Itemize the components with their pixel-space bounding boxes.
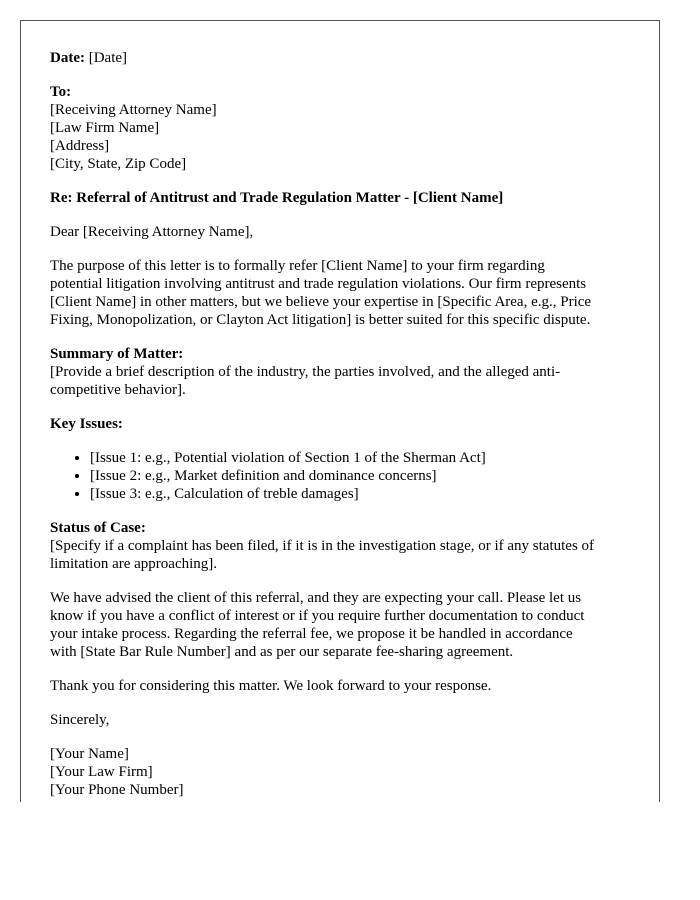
summary-section	[50, 345, 640, 399]
signature-block	[50, 745, 640, 799]
date-line	[50, 49, 640, 67]
status-heading: Status of Case:	[50, 520, 146, 536]
letter-content	[50, 49, 640, 799]
intro-paragraph	[50, 257, 640, 329]
signature-phone: [Your Phone Number]	[50, 782, 184, 798]
to-label: To:	[50, 84, 72, 100]
salutation: Dear [Receiving Attorney Name],	[50, 224, 254, 240]
status-line: limitation are approaching].	[50, 556, 218, 572]
advice-paragraph	[50, 589, 640, 661]
key-issues-heading: Key Issues:	[50, 416, 123, 432]
intro-line: [Client Name] in other matters, but we believe your expertise in [Specific Area, e.g., Price	[50, 294, 592, 310]
signature-firm: [Your Law Firm]	[50, 764, 153, 780]
recipient-name: [Receiving Attorney Name]	[50, 102, 217, 118]
recipient-firm: [Law Firm Name]	[50, 120, 160, 136]
letter-page	[20, 20, 660, 802]
recipient-address: [Address]	[50, 138, 110, 154]
intro-line: potential litigation involving antitrust and trade regulation violations. Our firm represents	[50, 276, 587, 292]
recipient-block	[50, 83, 640, 173]
key-issues-list	[50, 449, 640, 503]
advice-line: know if you have a conflict of interest or if you require further documentation to conduct	[50, 608, 585, 624]
recipient-city: [City, State, Zip Code]	[50, 156, 187, 172]
advice-line: We have advised the client of this referral, and they are expecting your call. Please let us	[50, 590, 582, 606]
advice-line: your intake process. Regarding the referral fee, we propose it be handled in accordance	[50, 626, 573, 642]
date-label: Date:	[50, 50, 85, 66]
date-value: [Date]	[88, 50, 128, 66]
subject-line: Re: Referral of Antitrust and Trade Regulation Matter - [Client Name]	[50, 190, 504, 206]
summary-heading: Summary of Matter:	[50, 346, 184, 362]
list-item: • [Issue 3: e.g., Calculation of treble damages]	[90, 485, 640, 503]
thanks-paragraph: Thank you for considering this matter. We look forward to your response.	[50, 678, 492, 694]
advice-line: with [State Bar Rule Number] and as per our separate fee-sharing agreement.	[50, 644, 514, 660]
list-item: • [Issue 1: e.g., Potential violation of Section 1 of the Sherman Act]	[90, 449, 640, 467]
status-section	[50, 519, 640, 573]
summary-line: [Provide a brief description of the industry, the parties involved, and the alleged anti-	[50, 364, 561, 380]
list-item: • [Issue 2: e.g., Market definition and dominance concerns]	[90, 467, 640, 485]
status-line: [Specify if a complaint has been filed, if it is in the investigation stage, or if any statutes of	[50, 538, 595, 554]
intro-line: The purpose of this letter is to formally refer [Client Name] to your firm regarding	[50, 258, 545, 274]
signature-name: [Your Name]	[50, 746, 129, 762]
closing: Sincerely,	[50, 712, 110, 728]
summary-line: competitive behavior].	[50, 382, 186, 398]
intro-line: Fixing, Monopolization, or Clayton Act litigation] is better suited for this specific dispute.	[50, 312, 591, 328]
